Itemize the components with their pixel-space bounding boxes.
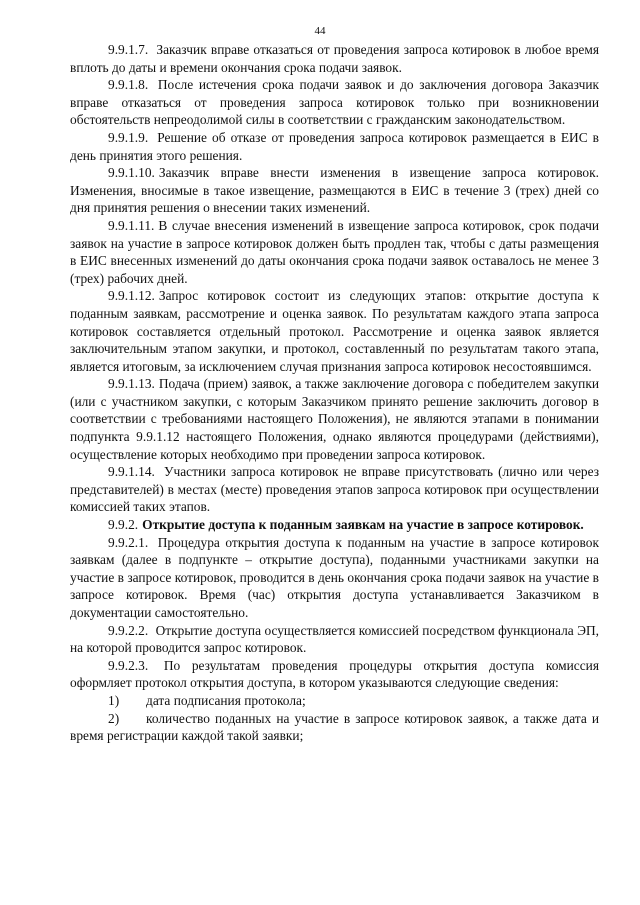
clause-text: Заказчик вправе отказаться от проведения запроса котировок в любое время вплоть до даты и времени окончания срока подачи заявок.: [70, 42, 599, 75]
clause-text: Заказчик вправе внести изменения в извещение запроса котировок. Изменения, вносимые в такое извещение, размещаются в ЕИС в течение 3 (трех) дней со дня принятия решения о внесении таких изменений.: [70, 165, 599, 216]
clause-text: В случае внесения изменений в извещение запроса котировок, срок подачи заявок на участие в запросе котировок должен быть продлен так, чтобы с даты размещения в ЕИС внесенных изменений до даты окончания срока подачи заявок оставалось не менее 3 (трех) рабочих дней.: [70, 217, 599, 286]
clause-number: 9.9.1.8.: [108, 77, 149, 93]
clause-number: 9.9.1.12.: [108, 288, 155, 304]
clause-number: 9.9.2.2.: [108, 622, 149, 638]
section-title: Открытие доступа к поданным заявкам на участие в запросе котировок.: [142, 517, 584, 533]
document-body: [70, 41, 599, 745]
clause-text: Подача (прием) заявок, а также заключение договора с победителем закупки (или с участником закупки, с которым Заказчиком принято решение заключить договор в соответствии с требованиями настоящего Положения), не являются этапами в понимании подпункта 9.9.1.12 настоящего Положения, однако являются процедурами (действиями), осуществление которых необходимо при проведении запроса котировок.: [70, 376, 599, 462]
clause-number: 9.9.1.10.: [108, 165, 155, 181]
paragraph-9-9-1-7: [70, 41, 599, 76]
list-item-text: количество поданных на участие в запросе котировок заявок, а также дата и время регистрации каждой такой заявки;: [70, 710, 599, 744]
clause-number: 9.9.1.14.: [108, 464, 155, 480]
page-number: 44: [314, 25, 326, 37]
list-marker: 2): [108, 710, 120, 726]
paragraph-9-9-1-14: [70, 463, 599, 516]
clause-number: 9.9.2.3.: [108, 657, 149, 673]
clause-number: 9.9.2.1.: [108, 534, 149, 550]
paragraph-9-9-1-11: [70, 217, 599, 287]
clause-text: Решение об отказе от проведения запроса котировок размещается в ЕИС в день принятия этого решения.: [70, 129, 599, 163]
clause-text: Запрос котировок состоит из следующих этапов: открытие доступа к поданным заявкам, рассмотрение и оценка заявок. По результатам каждого этапа запроса котировок составляется отдельный протокол. Рассмотрение и оценка заявок является заключительным этапом закупки, и протокол, составленный по результатам такого этапа, является итоговым, за исключением случая признания запроса котировок несостоявшимся.: [70, 288, 599, 374]
section-heading-9-9-2: [70, 516, 599, 534]
list-item-text: дата подписания протокола;: [146, 692, 306, 708]
paragraph-9-9-2-3: [70, 657, 599, 692]
paragraph-9-9-1-12: [70, 287, 599, 375]
clause-text: После истечения срока подачи заявок и до заключения договора Заказчик вправе отказаться от проведения запроса котировок только при возникновении обстоятельств непреодолимой силы в соответствии с гражданским законодательством.: [70, 77, 599, 128]
list-item: [70, 692, 599, 710]
paragraph-9-9-1-9: [70, 129, 599, 164]
list-marker: 1): [108, 692, 120, 708]
paragraph-9-9-1-13: [70, 375, 599, 463]
paragraph-9-9-1-8: [70, 76, 599, 129]
clause-text: Открытие доступа осуществляется комиссией посредством функционала ЭП, на которой проводится запрос котировок.: [70, 622, 599, 656]
section-number: 9.9.2.: [108, 517, 139, 533]
clause-number: 9.9.1.7.: [108, 42, 149, 57]
clause-text: Процедура открытия доступа к поданным на участие в запросе котировок заявкам (далее в подпункте – открытие доступа), поданными участниками закупки на участие в запросе котировок, проводится в день окончания срока подачи заявок на участие в запросе котировок. Время (час) открытия доступа устанавливается Заказчиком в документации самостоятельно.: [70, 534, 599, 620]
paragraph-9-9-2-1: [70, 534, 599, 622]
clause-text: По результатам проведения процедуры открытия доступа комиссия оформляет протокол открытия доступа, в котором указываются следующие сведения:: [70, 657, 599, 691]
clause-number: 9.9.1.11.: [108, 217, 155, 233]
paragraph-9-9-2-2: [70, 622, 599, 657]
paragraph-9-9-1-10: [70, 164, 599, 217]
clause-text: Участники запроса котировок не вправе присутствовать (лично или через представителей) в местах (месте) проведения этапов запроса котировок при осуществлении комиссией таких этапов.: [70, 464, 599, 515]
clause-number: 9.9.1.9.: [108, 129, 149, 145]
list-item: [70, 710, 599, 745]
clause-number: 9.9.1.13.: [108, 376, 155, 392]
